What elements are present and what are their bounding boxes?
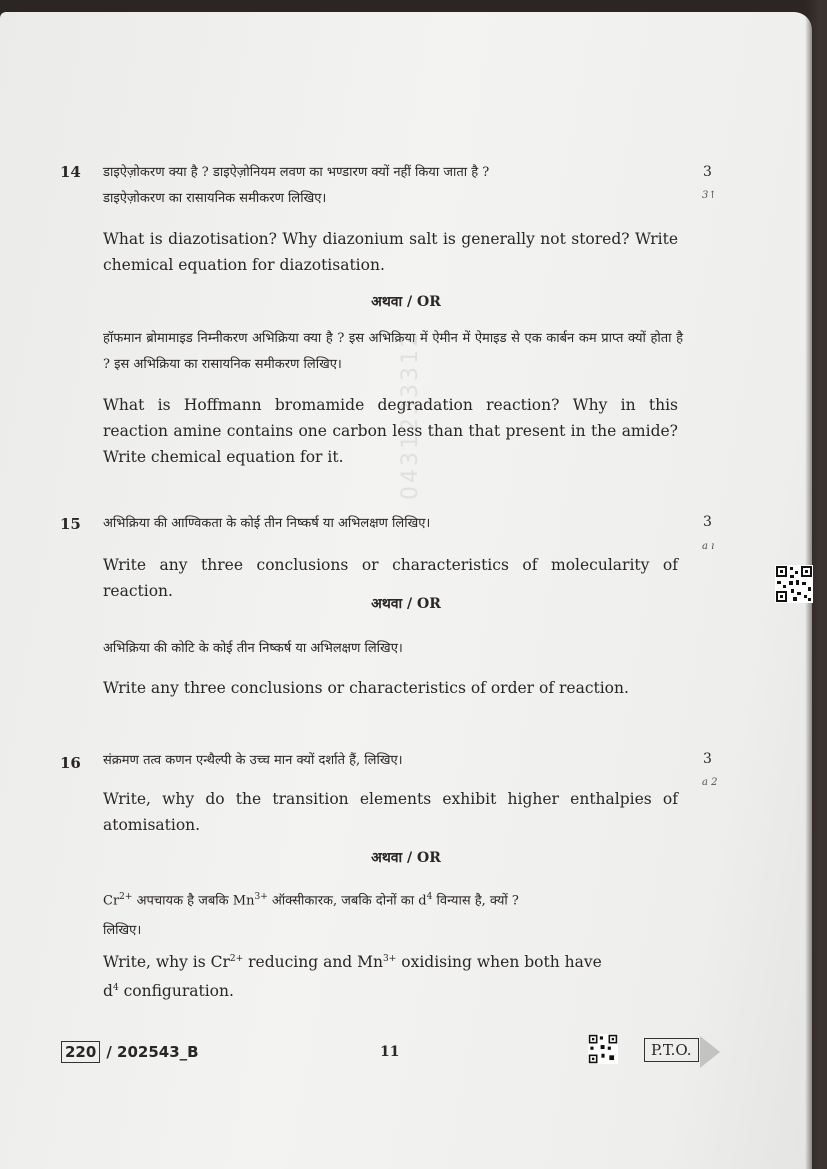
qr-code-icon	[775, 565, 813, 603]
alternate-question-english: Write, why is $Cr^{2+}$ reducing and $Mn^{3+}$ oxidising when both have $d^4$ configuration.	[103, 953, 602, 1001]
or-separator: अथवा / OR	[371, 596, 441, 612]
question-number: 15	[60, 515, 81, 533]
question-marks: 3	[703, 514, 712, 530]
alternate-question-english: Write any three conclusions or characteristics of order of reaction.	[103, 679, 629, 697]
question-hindi: अभिक्रिया की आण्विकता के कोई तीन निष्कर्ष या अभिलक्षण लिखिए।	[103, 516, 431, 531]
question-marks: 3	[703, 164, 712, 180]
handwritten-tally: 3↑	[702, 190, 717, 201]
qr-code-icon	[588, 1034, 618, 1064]
watermark-number: 0431233312	[398, 330, 423, 500]
question-marks: 3	[703, 751, 712, 767]
question-english: What is diazotisation? Why diazonium salt is generally not stored? Write chemical equation for diazotisation.	[103, 230, 678, 274]
question-number: 16	[60, 754, 81, 772]
question-number: 14	[60, 163, 81, 181]
or-separator: अथवा / OR	[371, 294, 441, 310]
page-number: 11	[380, 1044, 400, 1060]
paper-code: 220 / 202543_B	[61, 1043, 199, 1061]
handwritten-tally: a ı	[702, 541, 715, 552]
question-english: Write any three conclusions or characteristics of molecularity of reaction.	[103, 556, 678, 600]
question-hindi: संक्रमण तत्व कणन एन्थैल्पी के उच्च मान क्यों दर्शाते हैं, लिखिए।	[103, 753, 403, 768]
question-hindi: डाइऐज़ोकरण क्या है ? डाइऐज़ोनियम लवण का भण्डारण क्यों नहीं किया जाता है ? डाइऐज़ोकरण का रासायनिक समीकरण लिखिए।	[103, 165, 490, 206]
pto-label: P.T.O.	[644, 1038, 699, 1062]
handwritten-tally: a 2	[702, 777, 718, 788]
arrow-right-icon	[700, 1036, 720, 1068]
or-separator: अथवा / OR	[371, 850, 441, 866]
alternate-question-english: What is Hoffmann bromamide degradation reaction? Why in this reaction amine contains one carbon less than that present in the amide? Write chemical equation for it.	[103, 396, 678, 466]
question-english: Write, why do the transition elements exhibit higher enthalpies of atomisation.	[103, 790, 678, 834]
alternate-question-hindi: हॉफमान ब्रोमामाइड निम्नीकरण अभिक्रिया क्या है ? इस अभिक्रिया में ऐमीन में ऐमाइड से एक कार्बन कम प्राप्त क्यों होता है ? इस अभिक्रिया का रासायनिक समीकरण लिखिए।	[103, 331, 683, 372]
alternate-question-hindi: $Cr^{2+}$ अपचायक है जबकि $Mn^{3+}$ ऑक्सीकारक, जबकि दोनों का $d^4$ विन्यास है, क्यों ? लिखिए।	[103, 892, 519, 939]
alternate-question-hindi: अभिक्रिया की कोटि के कोई तीन निष्कर्ष या अभिलक्षण लिखिए।	[103, 641, 403, 656]
